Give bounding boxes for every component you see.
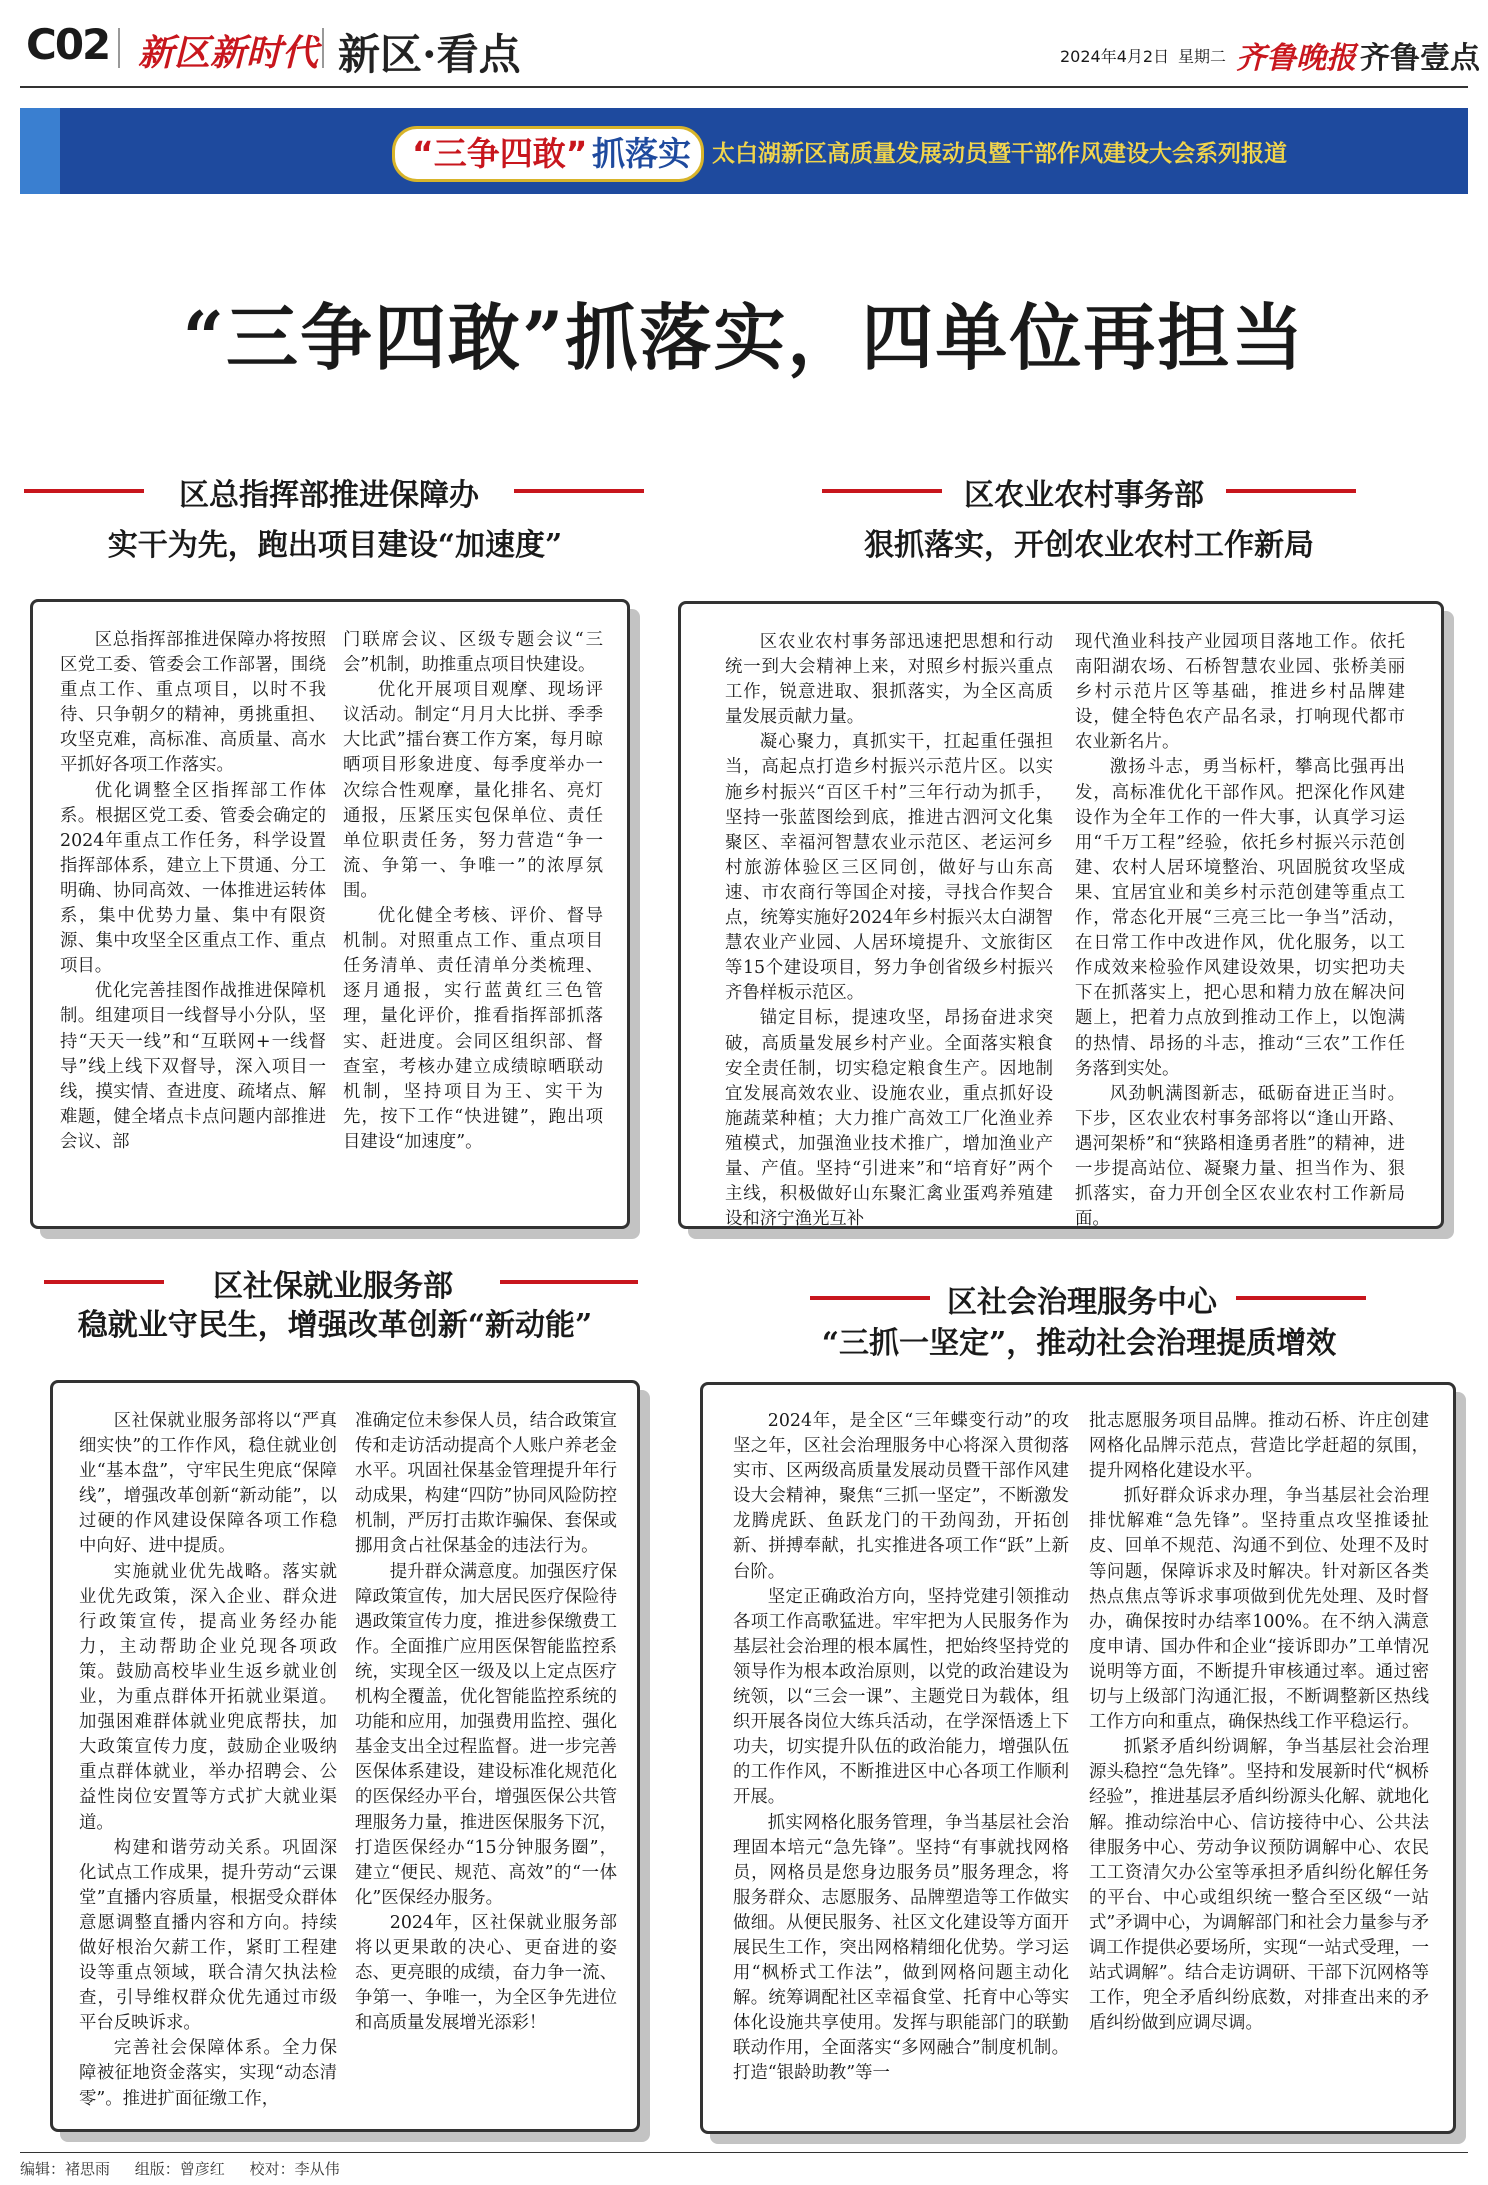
article-column <box>343 628 603 1208</box>
section-title: 新区·看点 <box>338 30 521 79</box>
paragraph: 门联席会议、区级专题会议“三会”机制，助推重点项目快建设。 <box>343 630 603 676</box>
paragraph: 优化完善挂图作战推进保障机制。组建项目一线督导小分队，坚持“天天一线”和“互联网+一线督导”线上线下双督导，深入项目一线，摸实情、查进度、疏堵点、解难题，健全堵点卡点问题内部推进会议、部 <box>60 981 326 1152</box>
credits <box>20 2158 360 2179</box>
article-column <box>1089 1409 1429 2113</box>
article-column <box>725 630 1053 1230</box>
section-rule <box>514 489 644 493</box>
issue-weekday: 星期二 <box>1178 47 1227 66</box>
article-subtitle: “三抓一坚定”，推动社会治理提质增效 <box>821 1326 1337 1361</box>
page-number: C02 <box>26 20 110 69</box>
paragraph: 2024年，是全区“三年蝶变行动”的攻坚之年，区社会治理服务中心将深入贯彻落实市、区两级高质量发展动员暨干部作风建设大会精神，聚焦“三抓一坚定”，不断激发龙腾虎跃、鱼跃龙门的干劲闯劲，开拓创新、拼搏奉献，扎实推进各项工作“跃”上新台阶。 <box>733 1411 1069 1582</box>
article-unit: 区总指挥部推进保障办 <box>179 478 479 513</box>
section-rule <box>24 489 144 493</box>
article-subtitle: 狠抓落实，开创农业农村工作新局 <box>864 528 1314 563</box>
editor-credit: 编辑：褚思雨 <box>20 2160 111 2178</box>
paragraph: 激扬斗志，勇当标杆，攀高比强再出发，高标准优化干部作风。把深化作风建设作为全年工作的一件大事，认真学习运用“千万工程”经验，依托乡村振兴示范创建、农村人居环境整治、巩固脱贫攻坚成果、宜居宜业和美乡村示范创建等重点工作，常态化开展“三亮三比一争当”活动，在日常工作中改进作风，优化服务，以工作成效来检验作风建设效果，切实把功夫下在抓落实上，把心思和精力放在解决问题上，把着力点放到推动工作上，以饱满的热情、昂扬的斗志，推动“三农”工作任务落到实处。 <box>1075 757 1405 1079</box>
main-headline: “三争四敢”抓落实，四单位再担当 <box>182 295 1306 380</box>
paragraph: 区农业农村事务部迅速把思想和行动统一到大会精神上来，对照乡村振兴重点工作，锐意进取、狠抓落实，为全区高质量发展贡献力量。 <box>725 632 1053 728</box>
article-column <box>355 1409 617 2109</box>
paragraph: 2024年，区社保就业服务部将以更果敢的决心、更奋进的姿态、更亮眼的成绩，奋力争一流、争第一、争唯一，为全区争先进位和高质量发展增光添彩！ <box>355 1912 617 2034</box>
paragraph: 批志愿服务项目品牌。推动石桥、许庄创建网格化品牌示范点，营造比学赶超的氛围，提升网格化建设水平。 <box>1089 1411 1429 1482</box>
paragraph: 完善社会保障体系。全力保障被征地资金落实，实现“动态清零”。推进扩面征缴工作， <box>79 2038 337 2109</box>
paragraph: 坚定正确政治方向，坚持党建引领推动各项工作高歌猛进。牢牢把为人民服务作为基层社会治理的根本属性，把始终坚持党的领导作为根本政治原则，以党的政治建设为统领，以“三会一课”、主题党日为载体，组织开展各岗位大练兵活动，在学深悟透上下功夫，切实提升队伍的政治能力，增强队伍的工作作风，不断推进区中心各项工作顺利开展。 <box>733 1586 1069 1808</box>
designer-credit: 组版：曾彦红 <box>134 2160 225 2178</box>
paragraph: 凝心聚力，真抓实干，扛起重任强担当，高起点打造乡村振兴示范片区。以实施乡村振兴“百区千村”三年行动为抓手，坚持一张蓝图绘到底，推进古泗河文化集聚区、幸福河智慧农业示范区、老运河乡村旅游体验区三区同创，做好与山东高速、市农商行等国企对接，寻找合作契合点，统筹实施好2024年乡村振兴太白湖智慧农业产业园、人居环境提升、文旅街区等15个建设项目，努力争创省级乡村振兴齐鲁样板示范区。 <box>725 732 1053 1004</box>
article-box <box>678 601 1444 1229</box>
article-box <box>700 1382 1456 2134</box>
article-unit: 区社会治理服务中心 <box>947 1285 1217 1320</box>
article-column <box>79 1409 337 2109</box>
paragraph: 准确定位未参保人员，结合政策宣传和走访活动提高个人账户养老金水平。巩固社保基金管理提升年行动成果，构建“四防”协同风险防控机制，严厉打击欺诈骗保、套保或挪用贪占社保基金的违法行为。 <box>355 1411 617 1557</box>
header-rule <box>20 86 1468 88</box>
brand-logo: 新区新时代 <box>138 32 319 74</box>
paragraph: 抓好群众诉求办理，争当基层社会治理排忧解难“急先锋”。坚持重点攻坚推诿扯皮、回单不规范、沟通不到位、处理不及时等问题，保障诉求及时解决。针对新区各类热点焦点等诉求事项做到优先处理、及时督办，确保按时办结率100%。在不纳入满意度申请、国办件和企业“接诉即办”工单情况说明等方面，不断提升审核通过率。通过密切与上级部门沟通汇报，不断调整新区热线工作方向和重点，确保热线工作平稳运行。 <box>1089 1486 1429 1733</box>
paragraph: 提升群众满意度。加强医疗保障政策宣传，加大居民医疗保险待遇政策宣传力度，推进参保缴费工作。全面推广应用医保智能监控系统，实现全区一级及以上定点医疗机构全覆盖，优化智能监控系统的功能和应用，加强费用监控、强化基金支出全过程监督。进一步完善医保体系建设，建设标准化规范化的医保经办平台，增强医保公共管理服务力量，推进医保服务下沉，打造医保经办“15分钟服务圈”，建立“便民、规范、高效”的“一体化”医保经办服务。 <box>355 1561 617 1908</box>
issue-date: 2024年4月2日 <box>1060 47 1170 66</box>
header-divider <box>322 28 324 68</box>
header-divider <box>118 28 120 68</box>
paragraph: 构建和谐劳动关系。巩固深化试点工作成果，提升劳动“云课堂”直播内容质量，根据受众群体意愿调整直播内容和方向。持续做好根治欠薪工作，紧盯工程建设等重点领域，联合清欠执法检查，引导维权群众优先通过市级平台反映诉求。 <box>79 1837 337 2034</box>
banner-slogan: “三争四敢” <box>412 134 588 173</box>
article-unit: 区农业农村事务部 <box>964 478 1204 513</box>
newspaper-name: 齐鲁晚报 <box>1236 41 1356 76</box>
footer-rule <box>20 2152 1468 2153</box>
section-rule <box>1226 489 1356 493</box>
article-column <box>60 628 326 1208</box>
newspaper-brand: 齐鲁壹点 <box>1360 41 1480 76</box>
section-rule <box>1236 1296 1366 1300</box>
paragraph: 现代渔业科技产业园项目落地工作。依托南阳湖农场、石桥智慧农业园、张桥美丽乡村示范片区等基础，推进乡村品牌建设，健全特色农产品名录，打响现代都市农业新名片。 <box>1075 632 1405 753</box>
section-rule <box>822 489 942 493</box>
article-box <box>30 599 630 1229</box>
paragraph: 抓紧矛盾纠纷调解，争当基层社会治理源头稳控“急先锋”。坚持和发展新时代“枫桥经验”，推进基层矛盾纠纷源头化解、就地化解。推动综治中心、信访接待中心、公共法律服务中心、劳动争议预防调解中心、农民工工资清欠办公室等承担矛盾纠纷化解任务的平台、中心或组织统一整合至区级“一站式”矛调中心，为调解部门和社会力量参与矛调工作提供必要场所，实现“一站式受理，一站式调解”。结合走访调研、干部下沉网格等工作，兜全矛盾纠纷底数，对排查出来的矛盾纠纷做到应调尽调。 <box>1089 1737 1429 2034</box>
section-rule <box>500 1280 638 1284</box>
article-column <box>733 1409 1069 2113</box>
paragraph: 优化健全考核、评价、督导机制。对照重点工作、重点项目任务清单、责任清单分类梳理、逐月通报，实行蓝黄红三色管理，量化评价，推看指挥部抓落实、赶进度。会同区组织部、督查室，考核办建立成绩晾晒联动机制，坚持项目为王、实干为先，按下工作“快进键”，跑出项目建设“加速度”。 <box>343 906 603 1152</box>
paragraph: 优化调整全区指挥部工作体系。根据区党工委、管委会确定的2024年重点工作任务，科学设置指挥部体系，建立上下贯通、分工明确、协同高效、一体推进运转体系，集中优势力量、集中有限资源、集中攻坚全区重点工作、重点项目。 <box>60 780 326 977</box>
article-subtitle: 稳就业守民生，增强改革创新“新动能” <box>77 1308 593 1343</box>
section-rule <box>44 1280 164 1284</box>
article-column <box>1075 630 1405 1230</box>
article-subtitle: 实干为先，跑出项目建设“加速度” <box>107 528 563 563</box>
article-unit: 区社保就业服务部 <box>213 1269 453 1304</box>
paragraph: 区总指挥部推进保障办将按照区党工委、管委会工作部署，围绕重点工作、重点项目，以时不我待、只争朝夕的精神，勇挑重担、攻坚克难，高标准、高质量、高水平抓好各项工作落实。 <box>60 630 326 776</box>
paragraph: 抓实网格化服务管理，争当基层社会治理固本培元“急先锋”。坚持“有事就找网格员，网格员是您身边服务员”服务理念，将服务群众、志愿服务、品牌塑造等工作做实做细。从便民服务、社区文化建设等方面开展民生工作，突出网格精细化优势。学习运用“枫桥式工作法”，做到网格问题主动化解。统筹调配社区幸福食堂、托育中心等实体化设施共享使用。发挥与职能部门的联勤联动作用，全面落实“多网融合”制度机制。打造“银龄助教”等一 <box>733 1812 1069 2084</box>
article-box <box>50 1380 640 2132</box>
paragraph: 风劲帆满图新志，砥砺奋进正当时。下步，区农业农村事务部将以“逢山开路、遇河架桥”和“狭路相逢勇者胜”的精神，进一步提高站位、凝聚力量、担当作为、狠抓落实，奋力开创全区农业农村工作新局面。 <box>1075 1083 1405 1230</box>
banner-slogan-suffix: 抓落实 <box>592 134 691 173</box>
paragraph: 优化开展项目观摩、现场评议活动。制定“月月大比拼、季季大比武”擂台赛工作方案，每月晾晒项目形象进度、每季度举办一次综合性观摩，量化排名、亮灯通报，压紧压实包保单位、责任单位职责任务，努力营造“争一流、争第一、争唯一”的浓厚氛围。 <box>343 680 603 901</box>
paragraph: 实施就业优先战略。落实就业优先政策，深入企业、群众进行政策宣传，提高业务经办能力，主动帮助企业兑现各项政策。鼓励高校毕业生返乡就业创业，为重点群体开拓就业渠道。加强困难群体就业兜底帮扶，加大政策宣传力度，鼓励企业吸纳重点群体就业，举办招聘会、公益性岗位安置等方式扩大就业渠道。 <box>79 1561 337 1833</box>
paragraph: 锚定目标，提速攻坚，昂扬奋进求突破，高质量发展乡村产业。全面落实粮食安全责任制，切实稳定粮食生产。因地制宜发展高效农业、设施农业，重点抓好设施蔬菜种植；大力推广高效工厂化渔业养殖模式，加强渔业技术推广，增加渔业产量、产值。坚持“引进来”和“培育好”两个主线，积极做好山东聚汇禽业蛋鸡养殖建设和济宁渔光互补 <box>725 1008 1053 1230</box>
paragraph: 区社保就业服务部将以“严真细实快”的工作作风，稳住就业创业“基本盘”，守牢民生兜底“保障线”，增强改革创新“新动能”，以过硬的作风建设保障各项工作稳中向好、进中提质。 <box>79 1411 337 1557</box>
banner-subtitle: 太白湖新区高质量发展动员暨干部作风建设大会系列报道 <box>712 141 1287 167</box>
proofreader-credit: 校对：李从伟 <box>249 2160 340 2178</box>
section-rule <box>810 1296 930 1300</box>
banner-accent <box>20 108 60 194</box>
series-banner <box>20 108 1468 194</box>
